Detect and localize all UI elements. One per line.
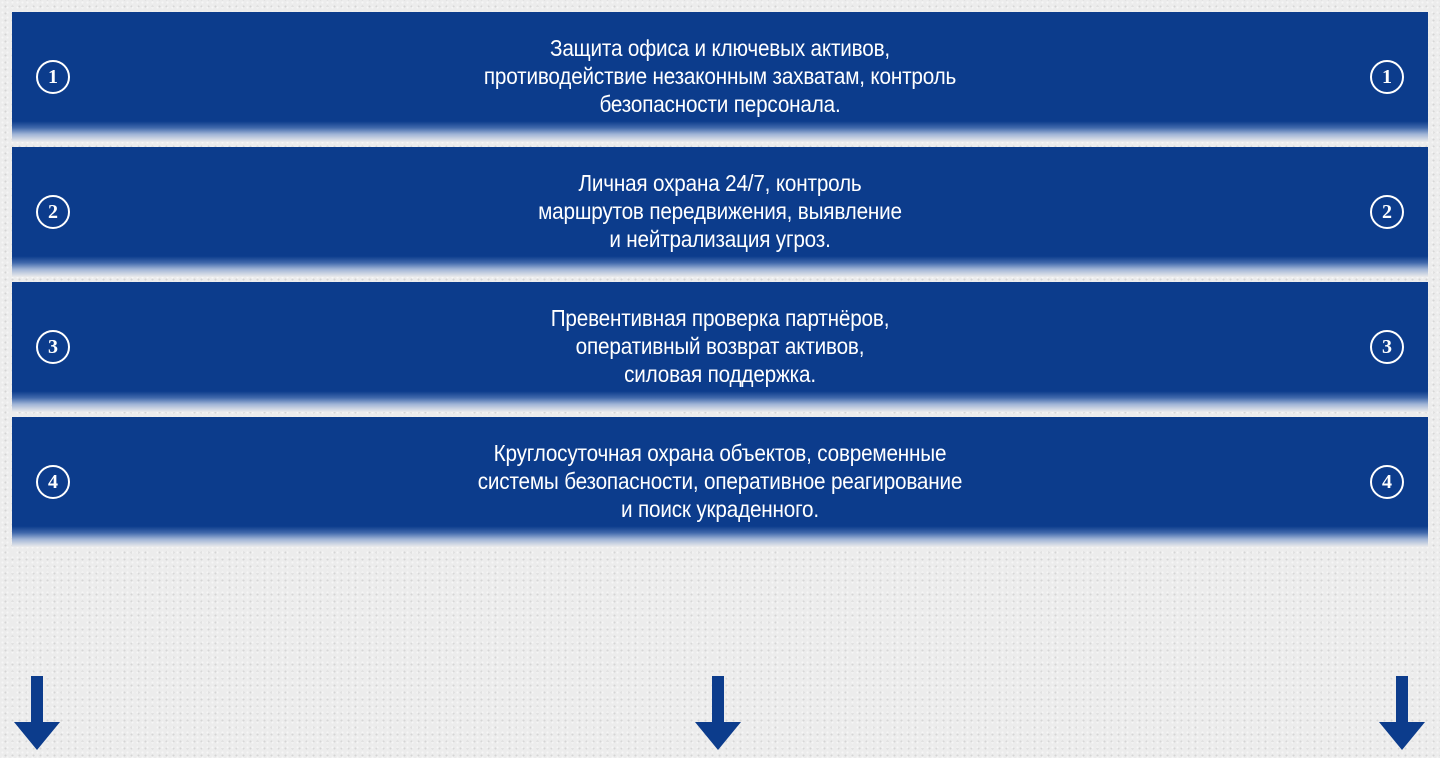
service-item-4 bbox=[12, 417, 1428, 547]
service-item-2 bbox=[12, 147, 1428, 277]
service-item-1 bbox=[12, 12, 1428, 142]
service-description: Круглосуточная охрана объектов, современные системы безопасности, оперативное реагирование и поиск украденного. bbox=[477, 440, 963, 522]
arrow-down-icon bbox=[695, 676, 741, 750]
service-item-3 bbox=[12, 282, 1428, 412]
arrow-down-icon bbox=[1379, 676, 1425, 750]
number-badge-right: 3 bbox=[1370, 330, 1404, 364]
service-description: Превентивная проверка партнёров, оперативный возврат активов, силовая поддержка. bbox=[550, 305, 890, 387]
service-description: Защита офиса и ключевых активов, противодействие незаконным захватам, контроль безопасности персонала. bbox=[483, 35, 957, 117]
number-badge-right: 1 bbox=[1370, 60, 1404, 94]
service-list bbox=[12, 12, 1428, 552]
service-description: Личная охрана 24/7, контроль маршрутов передвижения, выявление и нейтрализация угроз. bbox=[538, 170, 902, 252]
number-badge-right: 4 bbox=[1370, 465, 1404, 499]
number-badge-right: 2 bbox=[1370, 195, 1404, 229]
arrow-down-icon bbox=[14, 676, 60, 750]
number-badge-left: 2 bbox=[36, 195, 70, 229]
number-badge-left: 4 bbox=[36, 465, 70, 499]
number-badge-left: 1 bbox=[36, 60, 70, 94]
number-badge-left: 3 bbox=[36, 330, 70, 364]
